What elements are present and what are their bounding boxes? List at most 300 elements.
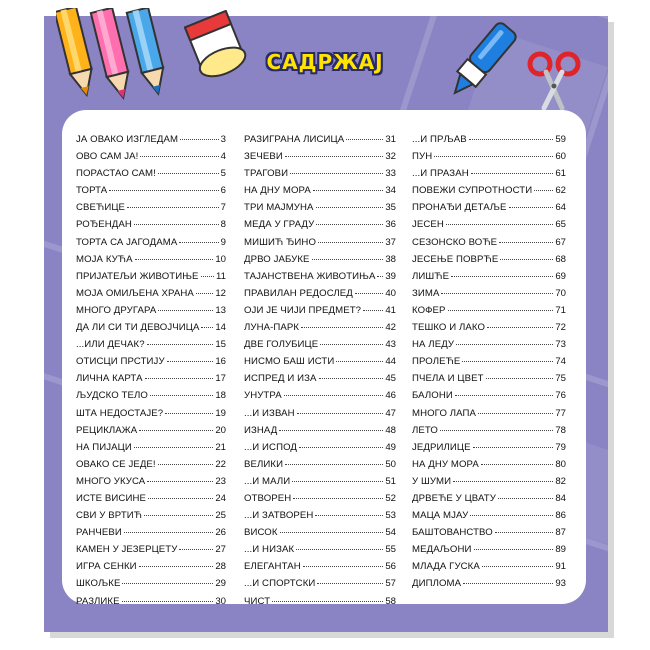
entry-title: ...И ПРЉАВ xyxy=(412,134,467,145)
dot-leader xyxy=(315,515,383,516)
toc-entry xyxy=(412,134,566,151)
toc-entry xyxy=(244,373,396,390)
dot-leader xyxy=(446,224,553,225)
toc-entry xyxy=(76,476,226,493)
entry-page-number: 13 xyxy=(215,304,226,316)
dot-leader xyxy=(292,481,383,482)
toc-entry xyxy=(244,510,396,527)
entry-title: МЕДАЉОНИ xyxy=(412,544,472,556)
entry-page-number: 30 xyxy=(215,595,226,607)
dot-leader xyxy=(158,310,213,311)
dot-leader xyxy=(453,481,553,482)
dot-leader xyxy=(316,224,383,225)
dot-leader xyxy=(280,532,384,533)
entry-title: ТОРТА СА ЈАГОДАМА xyxy=(76,236,178,248)
entry-page-number: 55 xyxy=(385,544,396,556)
entry-page-number: 65 xyxy=(555,219,566,231)
dot-leader xyxy=(299,447,383,448)
dot-leader xyxy=(441,293,553,294)
entry-page-number: 16 xyxy=(215,356,226,368)
entry-title: ТЕШКО И ЛАКО xyxy=(412,322,486,334)
toc-entry xyxy=(244,476,396,493)
entry-page-number: 46 xyxy=(385,390,396,402)
entry-title: БАШТОВАНСТВО xyxy=(412,527,493,539)
toc-entry xyxy=(412,459,566,476)
dot-leader xyxy=(471,173,554,174)
entry-page-number: 9 xyxy=(220,236,226,248)
entry-page-number: 71 xyxy=(555,304,566,316)
page-title: САДРЖАЈ xyxy=(266,50,384,74)
entry-title: ДРВО ЈАБУКЕ xyxy=(244,253,310,265)
dot-leader xyxy=(456,344,553,345)
toc-entry xyxy=(244,425,396,442)
dot-leader xyxy=(147,344,214,345)
entry-page-number: 37 xyxy=(385,236,396,248)
dot-leader xyxy=(463,583,553,584)
toc-entry xyxy=(412,168,566,185)
entry-page-number: 51 xyxy=(385,475,396,487)
dot-leader xyxy=(145,378,214,379)
dot-leader xyxy=(134,447,213,448)
entry-title: ДВЕ ГОЛУБИЦЕ xyxy=(244,339,319,351)
entry-title: ТРИ МАЈМУНА xyxy=(244,202,314,214)
entry-page-number: 75 xyxy=(555,373,566,385)
entry-page-number: 60 xyxy=(555,151,566,163)
entry-title: ВЕЛИКИ xyxy=(244,458,284,470)
dot-leader xyxy=(297,413,384,414)
entry-title: КАМЕН У ЈЕЗЕРЦЕТУ xyxy=(76,544,178,556)
toc-entry xyxy=(76,373,226,390)
toc-entry xyxy=(76,134,226,151)
entry-title: ЉУДСКО ТЕЛО xyxy=(76,390,148,402)
toc-entry xyxy=(76,322,226,339)
entry-page-number: 42 xyxy=(385,322,396,334)
entry-title: ПРИЈАТЕЉИ ЖИВОТИЊЕ xyxy=(76,270,199,282)
entry-page-number: 52 xyxy=(385,492,396,504)
dot-leader xyxy=(122,583,213,584)
entry-page-number: 48 xyxy=(385,424,396,436)
toc-entry xyxy=(412,288,566,305)
toc-entry xyxy=(244,339,396,356)
dot-leader xyxy=(498,498,553,499)
entry-page-number: 6 xyxy=(220,185,226,197)
entry-page-number: 64 xyxy=(555,202,566,214)
entry-page-number: 36 xyxy=(385,219,396,231)
toc-entry xyxy=(412,408,566,425)
entry-page-number: 28 xyxy=(215,561,226,573)
entry-page-number: 11 xyxy=(216,270,226,282)
toc-entry xyxy=(412,527,566,544)
entry-page-number: 3 xyxy=(220,134,226,145)
toc-entry xyxy=(244,151,396,168)
entry-title: ...И ИЗВАН xyxy=(244,407,295,419)
entry-title: РЕЦИКЛАЖА xyxy=(76,424,138,436)
toc-entry xyxy=(412,202,566,219)
dot-leader xyxy=(455,395,553,396)
dot-leader xyxy=(179,549,213,550)
entry-page-number: 22 xyxy=(215,458,226,470)
entry-title: ДИПЛОМА xyxy=(412,578,462,590)
toc-entry xyxy=(412,185,566,202)
entry-page-number: 29 xyxy=(215,578,226,590)
dot-leader xyxy=(122,601,214,602)
entry-page-number: 53 xyxy=(385,510,396,522)
dot-leader xyxy=(440,430,553,431)
dot-leader xyxy=(487,327,553,328)
entry-page-number: 70 xyxy=(555,287,566,299)
entry-title: ЛИШЋЕ xyxy=(412,270,450,282)
dot-leader xyxy=(134,224,219,225)
dot-leader xyxy=(355,293,383,294)
dot-leader xyxy=(150,395,213,396)
entry-title: У ШУМИ xyxy=(412,475,452,487)
dot-leader xyxy=(509,207,554,208)
dot-leader xyxy=(346,139,383,140)
entry-title: ОТИСЦИ ПРСТИЈУ xyxy=(76,356,165,368)
dot-leader xyxy=(272,601,383,602)
dot-leader xyxy=(470,515,553,516)
dot-leader xyxy=(478,413,553,414)
entry-page-number: 5 xyxy=(220,168,226,180)
toc-column-2 xyxy=(244,134,396,613)
entry-page-number: 69 xyxy=(555,270,566,282)
entry-page-number: 17 xyxy=(215,373,226,385)
dot-leader xyxy=(317,583,383,584)
dot-leader xyxy=(377,276,383,277)
toc-column-1 xyxy=(76,134,226,613)
dot-leader xyxy=(474,549,554,550)
toc-entry xyxy=(244,442,396,459)
toc-entry xyxy=(76,237,226,254)
entry-title: ОЈИ ЈЕ ЧИЈИ ПРЕДМЕТ? xyxy=(244,304,362,316)
entry-page-number: 41 xyxy=(385,304,396,316)
dot-leader xyxy=(167,361,214,362)
entry-title: ПОРАСТАО САМ! xyxy=(76,168,156,180)
entry-page-number: 23 xyxy=(215,475,226,487)
dot-leader xyxy=(165,413,213,414)
entry-page-number: 58 xyxy=(385,595,396,607)
toc-entry xyxy=(412,578,566,595)
entry-page-number: 82 xyxy=(555,475,566,487)
entry-title: ВИСОК xyxy=(244,527,278,539)
entry-title: НА ДНУ МОРА xyxy=(244,185,311,197)
entry-title: МНОГО ДРУГАРА xyxy=(76,304,157,316)
toc-entry xyxy=(244,527,396,544)
entry-title: МОЈА КУЋА xyxy=(76,253,133,265)
dot-leader xyxy=(534,190,553,191)
entry-page-number: 15 xyxy=(215,339,226,351)
contents-panel xyxy=(62,110,586,607)
dot-leader xyxy=(320,344,383,345)
entry-page-number: 86 xyxy=(555,510,566,522)
dot-leader xyxy=(448,310,554,311)
toc-entry xyxy=(244,390,396,407)
toc-entry xyxy=(76,339,226,356)
entry-page-number: 79 xyxy=(555,441,566,453)
entry-page-number: 7 xyxy=(220,202,226,214)
entry-page-number: 45 xyxy=(385,373,396,385)
dot-leader xyxy=(293,498,383,499)
dot-leader xyxy=(158,173,219,174)
toc-entry xyxy=(412,493,566,510)
dot-leader xyxy=(124,532,213,533)
entry-page-number: 25 xyxy=(215,510,226,522)
dot-leader xyxy=(451,276,553,277)
entry-title: СВЕЋИЦЕ xyxy=(76,202,126,214)
dot-leader xyxy=(196,293,213,294)
entry-title: ПРОНАЂИ ДЕТАЉЕ xyxy=(412,202,507,214)
entry-page-number: 50 xyxy=(385,458,396,470)
entry-page-number: 91 xyxy=(555,561,566,573)
dot-leader xyxy=(285,156,383,157)
entry-page-number: 14 xyxy=(215,322,226,334)
entry-title: МЕДА У ГРАДУ xyxy=(244,219,315,231)
entry-page-number: 87 xyxy=(555,527,566,539)
entry-title: ЧИСТ xyxy=(244,595,271,607)
dot-leader xyxy=(290,173,383,174)
entry-title: НА ДНУ МОРА xyxy=(412,458,479,470)
entry-page-number: 57 xyxy=(385,578,396,590)
toc-entry xyxy=(244,134,396,151)
entry-title: МЛАДА ГУСКА xyxy=(412,561,480,573)
entry-page-number: 19 xyxy=(215,407,226,419)
entry-page-number: 12 xyxy=(215,287,226,299)
entry-title: ОТВОРЕН xyxy=(244,492,292,504)
toc-entry xyxy=(76,288,226,305)
entry-title: ЗИМА xyxy=(412,287,440,299)
dot-leader xyxy=(135,259,214,260)
entry-title: ТАЈАНСТВЕНА ЖИВОТИЊА xyxy=(244,270,376,282)
entry-page-number: 78 xyxy=(555,424,566,436)
toc-entry xyxy=(76,596,226,613)
dot-leader xyxy=(285,464,383,465)
dot-leader xyxy=(499,242,553,243)
dot-leader xyxy=(363,310,383,311)
entry-title: ЗЕЧЕВИ xyxy=(244,151,283,163)
entry-title: ДА ЛИ СИ ТИ ДЕВОЈЧИЦА xyxy=(76,322,200,334)
toc-entry xyxy=(76,408,226,425)
entry-page-number: 38 xyxy=(385,253,396,265)
entry-title: МАЦА МЈАУ xyxy=(412,510,469,522)
entry-title: ПРОЛЕЋЕ xyxy=(412,356,461,368)
dot-leader xyxy=(158,464,214,465)
entry-title: ДРВЕЋЕ У ЦВАТУ xyxy=(412,492,496,504)
toc-entry xyxy=(76,425,226,442)
entry-page-number: 35 xyxy=(385,202,396,214)
entry-page-number: 32 xyxy=(385,151,396,163)
entry-title: ЛУНА-ПАРК xyxy=(244,322,300,334)
entry-title: РАЗЛИКЕ xyxy=(76,595,120,607)
toc-entry xyxy=(412,425,566,442)
toc-entry xyxy=(412,151,566,168)
entry-title: ИСТЕ ВИСИНЕ xyxy=(76,492,146,504)
toc-entry xyxy=(412,322,566,339)
entry-title: ЛЕТО xyxy=(412,424,438,436)
entry-title: ...И МАЛИ xyxy=(244,475,291,487)
entry-title: МНОГО УКУСА xyxy=(76,475,146,487)
entry-page-number: 62 xyxy=(555,185,566,197)
toc-entry xyxy=(76,459,226,476)
dot-leader xyxy=(201,276,214,277)
toc-entry xyxy=(76,185,226,202)
toc-entry xyxy=(412,510,566,527)
entry-page-number: 72 xyxy=(555,322,566,334)
toc-entry xyxy=(76,202,226,219)
entry-page-number: 61 xyxy=(555,168,566,180)
dot-leader xyxy=(127,207,219,208)
entry-title: ЈЕСЕН xyxy=(412,219,444,231)
entry-title: ПРАВИЛАН РЕДОСЛЕД xyxy=(244,287,353,299)
entry-page-number: 34 xyxy=(385,185,396,197)
toc-entry xyxy=(76,356,226,373)
entry-title: ПОВЕЖИ СУПРОТНОСТИ xyxy=(412,185,533,197)
entry-title: ЈА ОВАКО ИЗГЛЕДАМ xyxy=(76,134,179,145)
entry-title: ТОРТА xyxy=(76,185,108,197)
toc-entry xyxy=(244,254,396,271)
entry-page-number: 39 xyxy=(385,270,396,282)
toc-entry xyxy=(412,237,566,254)
entry-title: ОВО САМ ЈА! xyxy=(76,151,139,163)
entry-page-number: 56 xyxy=(385,561,396,573)
toc-entry xyxy=(412,373,566,390)
toc-entry xyxy=(244,322,396,339)
toc-entry xyxy=(76,390,226,407)
dot-leader xyxy=(139,566,214,567)
toc-entry xyxy=(76,271,226,288)
toc-entry xyxy=(76,493,226,510)
toc-entry xyxy=(412,339,566,356)
entry-title: ЕЛЕГАНТАН xyxy=(244,561,301,573)
dot-leader xyxy=(500,259,553,260)
toc-entry xyxy=(244,202,396,219)
toc-entry xyxy=(412,305,566,322)
dot-leader xyxy=(495,532,554,533)
dot-leader xyxy=(319,378,384,379)
toc-entry xyxy=(76,168,226,185)
dot-leader xyxy=(303,566,384,567)
dot-leader xyxy=(316,207,384,208)
entry-page-number: 74 xyxy=(555,356,566,368)
toc-entry xyxy=(244,459,396,476)
entry-page-number: 31 xyxy=(385,134,396,145)
toc-entry xyxy=(412,271,566,288)
toc-entry xyxy=(244,578,396,595)
toc-entry xyxy=(76,544,226,561)
entry-page-number: 93 xyxy=(555,578,566,590)
entry-page-number: 43 xyxy=(385,339,396,351)
entry-title: ЛИЧНА КАРТА xyxy=(76,373,143,385)
toc-column-3 xyxy=(412,134,566,596)
toc-entry xyxy=(76,561,226,578)
dot-leader xyxy=(462,361,553,362)
dot-leader xyxy=(486,378,554,379)
entry-page-number: 54 xyxy=(385,527,396,539)
entry-page-number: 40 xyxy=(385,287,396,299)
dot-leader xyxy=(473,447,554,448)
entry-page-number: 84 xyxy=(555,492,566,504)
toc-entry xyxy=(244,561,396,578)
entry-page-number: 89 xyxy=(555,544,566,556)
entry-page-number: 20 xyxy=(215,424,226,436)
entry-title: ...И ПРАЗАН xyxy=(412,168,469,180)
toc-entry xyxy=(412,254,566,271)
toc-entry xyxy=(244,288,396,305)
toc-entry xyxy=(76,442,226,459)
entry-title: ...И ЗАТВОРЕН xyxy=(244,510,314,522)
toc-entry xyxy=(76,254,226,271)
toc-entry xyxy=(244,356,396,373)
entry-title: ...ИЛИ ДЕЧАК? xyxy=(76,339,145,351)
entry-title: СВИ У ВРТИЋ xyxy=(76,510,143,522)
toc-entry xyxy=(412,219,566,236)
toc-entry xyxy=(244,544,396,561)
entry-title: ИСПРЕД И ИЗА xyxy=(244,373,317,385)
entry-page-number: 26 xyxy=(215,527,226,539)
entry-page-number: 18 xyxy=(215,390,226,402)
entry-title: РАНЧЕВИ xyxy=(76,527,122,539)
toc-entry xyxy=(412,476,566,493)
entry-title: НИСМО БАШ ИСТИ xyxy=(244,356,335,368)
dot-leader xyxy=(336,361,383,362)
toc-entry xyxy=(244,596,396,613)
toc-entry xyxy=(76,219,226,236)
entry-title: МИШИЋ ЂИНО xyxy=(244,236,317,248)
entry-title: НА ПИЈАЦИ xyxy=(76,441,132,453)
entry-page-number: 47 xyxy=(385,407,396,419)
toc-entry xyxy=(412,561,566,578)
entry-page-number: 49 xyxy=(385,441,396,453)
entry-title: ТРАГОВИ xyxy=(244,168,289,180)
dot-leader xyxy=(296,549,383,550)
dot-leader xyxy=(179,242,218,243)
entry-title: СЕЗОНСКО ВОЋЕ xyxy=(412,236,498,248)
entry-page-number: 80 xyxy=(555,458,566,470)
entry-page-number: 33 xyxy=(385,168,396,180)
entry-page-number: 76 xyxy=(555,390,566,402)
entry-title: УНУТРА xyxy=(244,390,282,402)
toc-entry xyxy=(76,527,226,544)
entry-title: ПЧЕЛА И ЦВЕТ xyxy=(412,373,484,385)
entry-title: ШТА НЕДОСТАЈЕ? xyxy=(76,407,164,419)
entry-title: МОЈА ОМИЉЕНА ХРАНА xyxy=(76,287,194,299)
entry-title: МНОГО ЛАПА xyxy=(412,407,477,419)
entry-title: ...И ИСПОД xyxy=(244,441,298,453)
entry-title: ПУН xyxy=(412,151,433,163)
entry-page-number: 27 xyxy=(215,544,226,556)
entry-page-number: 21 xyxy=(215,441,226,453)
entry-title: ...И СПОРТСКИ xyxy=(244,578,316,590)
toc-entry xyxy=(76,578,226,595)
dot-leader xyxy=(301,327,383,328)
entry-title: БАЛОНИ xyxy=(412,390,453,402)
dot-leader xyxy=(482,566,553,567)
entry-page-number: 24 xyxy=(215,492,226,504)
entry-title: ЈЕДРИЛИЦЕ xyxy=(412,441,471,453)
entry-title: ШКОЉКЕ xyxy=(76,578,121,590)
toc-entry xyxy=(412,356,566,373)
toc-entry xyxy=(244,219,396,236)
entry-page-number: 8 xyxy=(220,219,226,231)
dot-leader xyxy=(481,464,553,465)
entry-page-number: 10 xyxy=(215,253,226,265)
toc-entry xyxy=(244,408,396,425)
dot-leader xyxy=(144,515,213,516)
toc-entry xyxy=(244,168,396,185)
toc-entry xyxy=(244,493,396,510)
entry-title: КОФЕР xyxy=(412,304,446,316)
toc-entry xyxy=(76,151,226,168)
entry-title: ЈЕСЕЊЕ ПОВРЋЕ xyxy=(412,253,499,265)
